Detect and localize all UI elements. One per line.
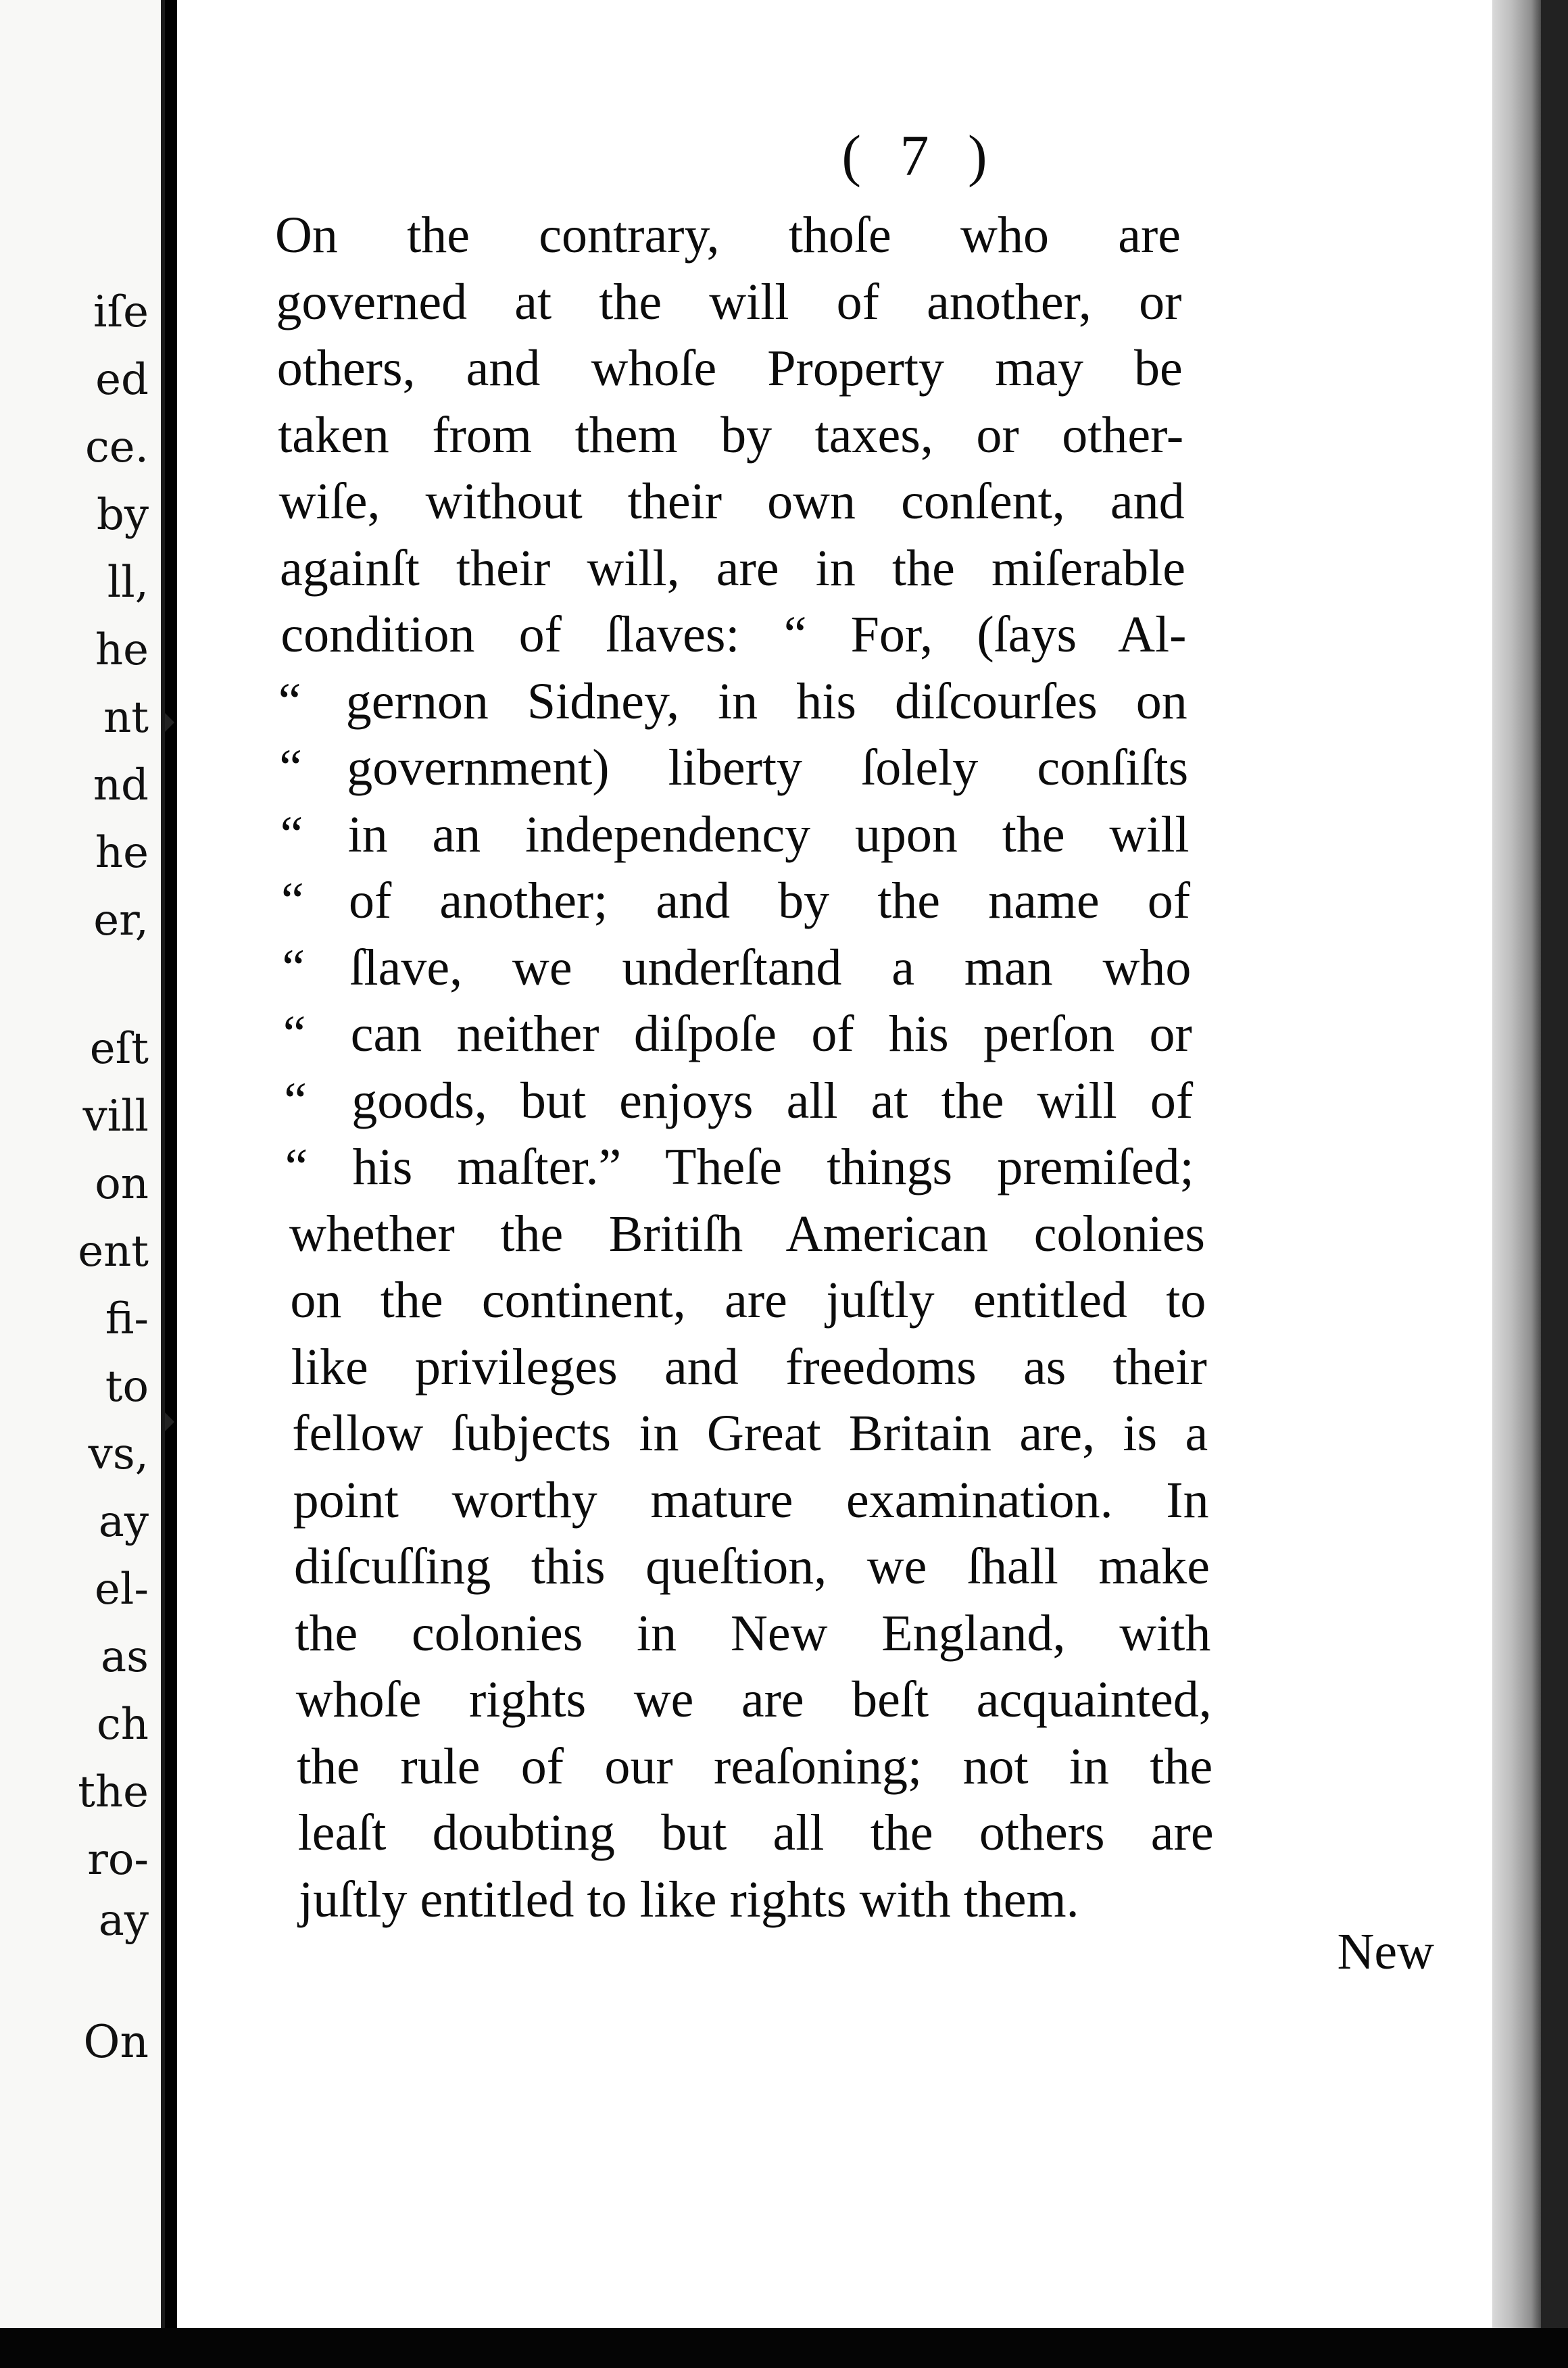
quote-mark: “ bbox=[284, 1072, 307, 1129]
left-page-fragment: vill bbox=[82, 1091, 149, 1141]
left-page-fragment: er, bbox=[93, 895, 149, 945]
page-number: ( 7 ) bbox=[841, 123, 1000, 188]
left-page-fragment: he bbox=[95, 625, 149, 675]
left-page-fragment: ay bbox=[98, 1896, 149, 1946]
left-page-fragment: el- bbox=[95, 1564, 149, 1614]
left-page-fragment: ce. bbox=[84, 422, 149, 472]
text-line: On the contrary, thoſe who are bbox=[275, 207, 1181, 264]
left-page-fragment: nt bbox=[103, 693, 149, 743]
text-line: others, and whoſe Property may be bbox=[276, 340, 1183, 397]
left-page-fragment: he bbox=[95, 828, 149, 878]
text-line: condition of ſlaves: “ For, (ſays Al- bbox=[280, 606, 1187, 663]
catchword: New bbox=[1337, 1923, 1434, 1980]
previous-page-edge bbox=[0, 0, 165, 2328]
quoted-text: his maſter.” Theſe things premiſed; bbox=[352, 1139, 1194, 1195]
quote-mark: “ bbox=[279, 739, 302, 796]
left-page-fragment: the bbox=[78, 1767, 149, 1817]
left-page-fragment: On bbox=[83, 2016, 149, 2068]
quoted-text: can neither diſpoſe of his perſon or bbox=[350, 1006, 1192, 1062]
text-line: the rule of our reaſoning; not in the bbox=[297, 1737, 1213, 1795]
left-page-fragment: to bbox=[105, 1362, 149, 1412]
text-line: like privileges and freedoms as their bbox=[291, 1338, 1207, 1396]
text-line: wiſe, without their own conſent, and bbox=[278, 473, 1185, 530]
left-page-fragment: nd bbox=[93, 760, 149, 810]
left-page-fragment: ent bbox=[78, 1227, 149, 1277]
text-line: the colonies in New England, with bbox=[295, 1604, 1211, 1662]
text-line: governed at the will of another, or bbox=[276, 273, 1182, 330]
text-line: diſcuſſing this queſtion, we ſhall make bbox=[294, 1538, 1210, 1595]
quote-mark: “ bbox=[282, 939, 305, 996]
text-line: whoſe rights we are beſt acquainted, bbox=[295, 1671, 1212, 1728]
quote-mark: “ bbox=[285, 1139, 308, 1195]
left-page-fragment: ro- bbox=[87, 1835, 149, 1885]
left-page-fragment: vs, bbox=[88, 1429, 149, 1479]
quote-mark: “ bbox=[281, 872, 304, 929]
text-line: on the continent, are juſtly entitled to bbox=[290, 1272, 1206, 1329]
text-line: fellow ſubjects in Great Britain are, is a bbox=[292, 1405, 1208, 1462]
quoted-text: goods, but enjoys all at the will of bbox=[351, 1072, 1194, 1129]
left-page-fragment: fi- bbox=[105, 1294, 149, 1344]
left-page-fragment: by bbox=[96, 490, 149, 540]
text-line: taken from them by taxes, or other- bbox=[278, 406, 1184, 464]
left-page-fragment: ay bbox=[98, 1497, 149, 1547]
quoted-text: government) liberty ſolely conſiſts bbox=[347, 739, 1189, 796]
page bbox=[177, 0, 1492, 2332]
text-line: point worthy mature examination. In bbox=[293, 1471, 1209, 1529]
quote-mark: “ bbox=[278, 672, 301, 730]
quote-mark: “ bbox=[283, 1006, 306, 1062]
quoted-text: of another; and by the name of bbox=[349, 872, 1190, 929]
text-line: againſt their will, are in the miſerable bbox=[280, 539, 1185, 597]
left-page-fragment: ed bbox=[95, 355, 149, 405]
left-page-fragment: eſt bbox=[89, 1024, 149, 1074]
gutter-notch-mark bbox=[165, 713, 174, 732]
book-edge bbox=[1541, 0, 1568, 2368]
left-page-fragment: on bbox=[95, 1159, 149, 1209]
quote-mark: “ bbox=[280, 806, 303, 863]
left-page-fragment: iſe bbox=[93, 287, 149, 337]
text-line: whether the Britiſh American colonies bbox=[289, 1205, 1205, 1262]
scan-border bbox=[0, 2328, 1568, 2368]
quoted-text: ſlave, we underſtand a man who bbox=[349, 939, 1192, 996]
text-line: juſtly entitled to like rights with them. bbox=[299, 1871, 1079, 1928]
gutter-notch-mark bbox=[165, 1412, 174, 1431]
left-page-fragment: ch bbox=[96, 1700, 149, 1750]
page-edge-shadow bbox=[1492, 0, 1541, 2345]
quoted-text: gernon Sidney, in his diſcourſes on bbox=[345, 672, 1187, 730]
left-page-fragment: ll, bbox=[107, 558, 149, 608]
left-page-fragment: as bbox=[101, 1632, 149, 1682]
text-line: leaſt doubting but all the others are bbox=[297, 1804, 1214, 1861]
quoted-text: in an independency upon the will bbox=[347, 806, 1190, 863]
